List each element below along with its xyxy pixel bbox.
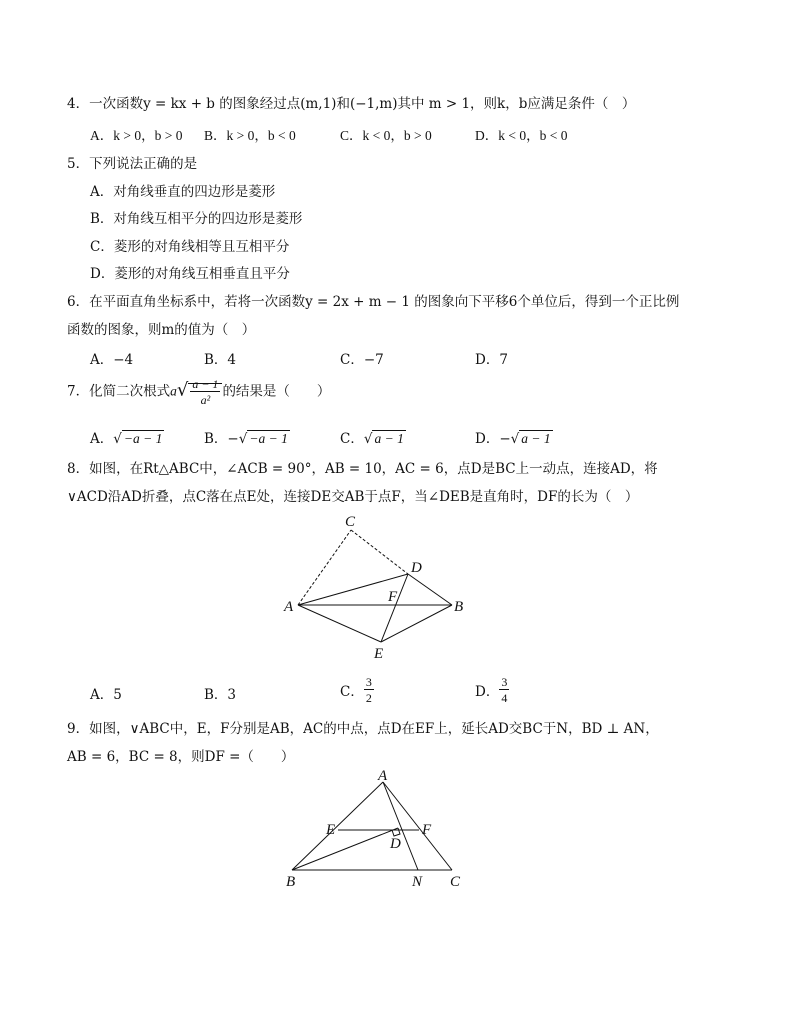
q7-stem-prefix: 7．化简二次根式 xyxy=(67,383,171,400)
q8-label-c: C xyxy=(345,514,356,530)
q4-option-b: B．k > 0，b < 0 xyxy=(204,128,296,143)
q9-segment-ac xyxy=(383,782,452,870)
q8-segment-eb xyxy=(381,605,452,642)
q9-label-b: B xyxy=(286,874,296,890)
q6-option-a: A．−4 xyxy=(90,352,134,368)
q8-label-d: D xyxy=(411,560,422,576)
q9-label-c: C xyxy=(450,874,461,890)
q9-segment-ab xyxy=(292,782,383,870)
q9-segment-an xyxy=(383,782,418,870)
question-6-stem-line2: 函数的图象，则m的值为（ ） xyxy=(67,322,256,338)
question-4-stem: 4．一次函数y = kx + b 的图象经过点(m,1)和(−1,m)其中 m > 1，则k，b应满足条件（ ） xyxy=(67,96,636,112)
q8-figure xyxy=(270,508,480,670)
question-6-stem-line1: 6．在平面直角坐标系中，若将一次函数y = 2x + m − 1 的图象向下平移6个单位后，得到一个正比例 xyxy=(67,294,680,310)
q9-segment-bd xyxy=(292,828,398,870)
q7-option-a: A．√ −a − 1 xyxy=(90,431,163,447)
q8-option-c: C． $\frac{3}{2}$ xyxy=(340,675,372,705)
question-5-stem: 5．下列说法正确的是 xyxy=(67,156,198,172)
q8-segment-cd-dashed xyxy=(351,530,408,574)
q9-label-a: A xyxy=(378,770,388,784)
q8-label-e: E xyxy=(374,646,384,662)
q5-option-c: C．菱形的对角线相等且互相平分 xyxy=(90,239,290,255)
q8-segment-ac-dashed xyxy=(298,530,351,605)
question-9-stem-line1: 9．如图，∨ABC中，E，F分别是AB，AC的中点，点D在EF上，延长AD交BC于N，BD ⊥ AN， xyxy=(67,721,659,737)
q4-option-d: D．k < 0，b < 0 xyxy=(475,128,568,143)
q8-option-b: B．3 xyxy=(204,687,237,703)
q4-option-a: A．k > 0，b > 0 xyxy=(90,128,183,143)
q7-coefficient: a xyxy=(170,383,177,399)
q7-option-b: B．−√ −a − 1 xyxy=(204,431,288,447)
q9-label-f: F xyxy=(422,822,432,838)
q8-segment-ae xyxy=(298,605,381,642)
q9-label-n: N xyxy=(412,874,423,890)
q8-option-a: A．5 xyxy=(90,687,122,703)
q5-option-a: A．对角线垂直的四边形是菱形 xyxy=(90,184,276,200)
q8-option-d: D． $\frac{3}{4}$ xyxy=(475,675,508,705)
q7-option-c: C．√ a − 1 xyxy=(340,431,404,447)
question-7-stem: 7．化简二次根式a√ $\frac{a - 1}{\text{a²}}$ 的结果是（ ） xyxy=(67,377,331,407)
q6-option-b: B．4 xyxy=(204,352,237,368)
q7-radical-fraction: $\frac{a - 1}{\text{a²}}$ xyxy=(192,377,219,407)
q9-label-d: D xyxy=(390,836,401,852)
q5-option-b: B．对角线互相平分的四边形是菱形 xyxy=(90,211,303,227)
question-8-stem-line2: ∨ACD沿AD折叠，点C落在点E处，连接DE交AB于点F，当∠DEB是直角时，DF的长为（ ） xyxy=(67,489,639,505)
q8-label-b: B xyxy=(454,599,464,615)
q8-label-f: F xyxy=(388,589,398,605)
q9-figure xyxy=(278,770,478,892)
question-9-stem-line2: AB = 6，BC = 8，则DF =（ ） xyxy=(67,749,295,765)
q7-option-d: D．−√ a − 1 xyxy=(475,431,551,447)
question-8-stem-line1: 8．如图，在Rt△ABC中，∠ACB = 90°，AB = 10，AC = 6，点D是BC上一动点，连接AD，将 xyxy=(67,461,658,477)
q5-option-d: D．菱形的对角线互相垂直且平分 xyxy=(90,266,290,282)
q7-stem-suffix: 的结果是（ ） xyxy=(222,383,331,400)
q9-label-e: E xyxy=(326,822,336,838)
q6-option-c: C．−7 xyxy=(340,352,384,368)
q8-segment-db xyxy=(408,574,452,605)
q6-option-d: D．7 xyxy=(475,352,508,368)
q8-label-a: A xyxy=(284,599,294,615)
q8-segment-de xyxy=(381,574,408,642)
q4-option-c: C．k < 0，b > 0 xyxy=(340,128,432,143)
